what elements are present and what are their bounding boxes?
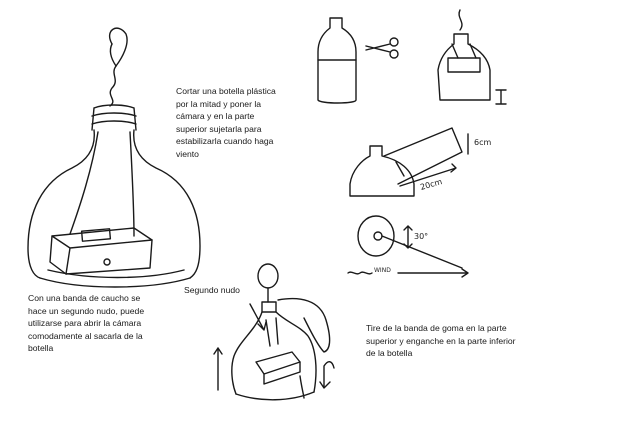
instruction-line: superior y enganche en la parte inferior: [366, 335, 516, 346]
instruction-line: Tire de la banda de goma en la parte: [366, 323, 507, 333]
instruction-line: de la botella: [366, 348, 413, 359]
left-strap: [70, 132, 98, 234]
second-knot-text: Segundo nudo: [184, 285, 240, 295]
wind-arrow: [348, 269, 468, 277]
full-bottle-sketch: [318, 18, 356, 103]
instruction-line: utilizarse para abrir la cámara: [28, 318, 142, 329]
instruction-line: hace un segundo nudo, puede: [28, 305, 145, 316]
right-strap: [130, 132, 134, 236]
knot-pointer-arrow: [250, 304, 266, 330]
instruction-line: estabilizarla cuando haga: [176, 136, 274, 147]
scissors-icon: [366, 38, 398, 58]
instruction-line: comodamente al sacarla de la: [28, 330, 143, 341]
length-label: 20cm: [419, 177, 444, 192]
instruction-line: Cortar una botella plástica: [176, 86, 276, 96]
wind-vane-sketch: [350, 128, 468, 196]
second-knot-label: [184, 284, 240, 297]
camera-inside: [448, 58, 480, 72]
instruction-line: cámara y en la parte: [176, 111, 255, 122]
bottle-left-side: [28, 130, 94, 278]
angle-label: 30°: [414, 232, 429, 241]
camera-box: [50, 228, 152, 274]
bottle-cap: [92, 105, 136, 130]
angle-disc-sketch: [358, 216, 462, 268]
up-arrow: [214, 348, 222, 390]
instruction-line: viento: [176, 148, 199, 159]
cut-bottle-instruction: [176, 85, 276, 161]
knot-balloon: [258, 264, 278, 288]
wind-label: WIND: [374, 267, 391, 274]
instruction-line: botella: [28, 343, 54, 354]
camera-box-small: [256, 352, 300, 374]
large-bottle-sketch: [28, 28, 200, 287]
vane-fin: [384, 128, 462, 184]
top-string: [459, 10, 462, 30]
instruction-line: Con una banda de caucho se: [28, 293, 141, 303]
rubber-band-loop: [278, 299, 330, 352]
pull-band-instruction: [366, 322, 516, 360]
camera-lens: [104, 259, 110, 265]
cut-bottle-sketch: [438, 10, 506, 104]
instruction-line: por la mitad y poner la: [176, 98, 262, 109]
hanging-string: [110, 66, 116, 106]
height-label: 6cm: [474, 138, 492, 147]
bottle-bottom: [40, 278, 190, 287]
instruction-line: superior sujetarla para: [176, 123, 262, 134]
rubber-band-instruction: [28, 292, 144, 355]
